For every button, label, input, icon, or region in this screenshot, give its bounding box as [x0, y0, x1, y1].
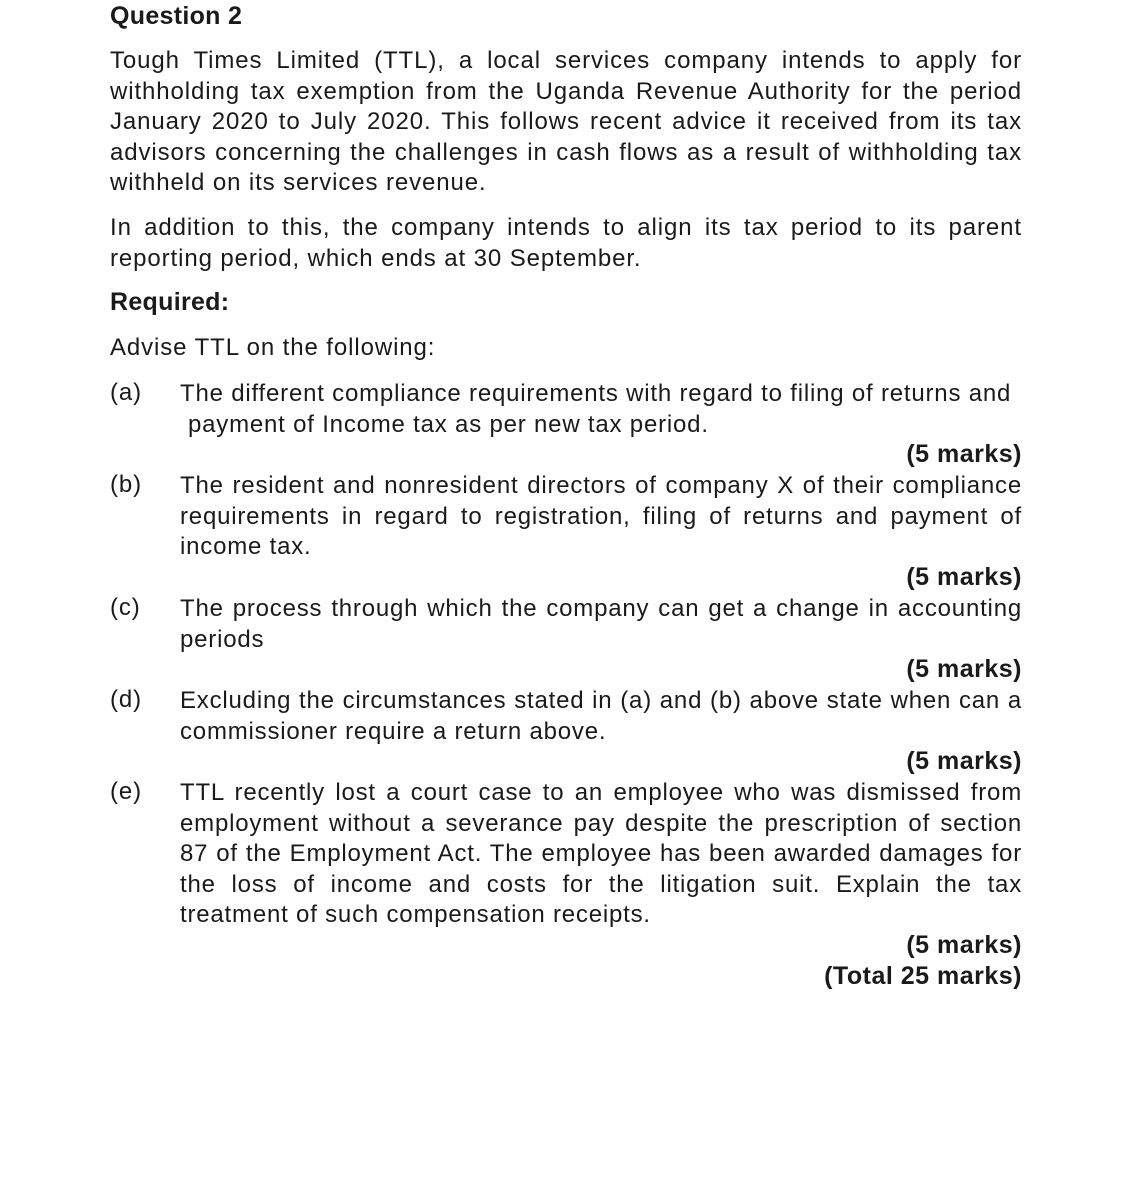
item-a-line2: payment of Income tax as per new tax period. [188, 410, 709, 438]
item-a-line1: The different compliance requirements with regard to filing of returns and [180, 380, 1012, 407]
item-c-marks: (5 marks) [906, 655, 1022, 683]
item-b-text: The resident and nonresident directors of company X of their compliance requirements in regard to registration, filing of returns and payment of income tax. [180, 472, 1022, 560]
item-d-marks: (5 marks) [906, 747, 1022, 775]
question-title: Question 2 [110, 2, 243, 30]
item-c-text: The process through which the company can get a change in accounting periods [180, 595, 1022, 653]
item-c-label: (c) [110, 594, 141, 621]
item-d-label: (d) [110, 686, 143, 713]
advise-line: Advise TTL on the following: [110, 334, 436, 361]
item-a-label: (a) [110, 379, 143, 406]
item-a-marks: (5 marks) [906, 440, 1022, 468]
required-heading: Required: [110, 288, 230, 316]
item-e-marks: (5 marks) [906, 931, 1022, 959]
item-e-label: (e) [110, 778, 143, 805]
addition-paragraph: In addition to this, the company intends to align its tax period to its parent reporting period, which ends at 30 September. [110, 214, 1022, 272]
item-d-text: Excluding the circumstances stated in (a) and (b) above state when can a commissioner require a return above. [180, 687, 1022, 745]
item-e-text: TTL recently lost a court case to an employee who was dismissed from employment without a severance pay despite the prescription of section 87 of the Employment Act. The employee has been awarded damages for the loss of income and costs for the litigation suit. Explain the tax treatment of such compensation receipts. [180, 779, 1022, 928]
item-b-marks: (5 marks) [906, 563, 1022, 591]
intro-paragraph: Tough Times Limited (TTL), a local services company intends to apply for withholding tax exemption from the Uganda Revenue Authority for the period January 2020 to July 2020. This follows recent advice it received from its tax advisors concerning the challenges in cash flows as a result of withholding tax withheld on its services revenue. [110, 47, 1022, 196]
item-a-text [180, 379, 1022, 440]
total-marks: (Total 25 marks) [824, 962, 1022, 990]
item-b-label: (b) [110, 471, 143, 498]
